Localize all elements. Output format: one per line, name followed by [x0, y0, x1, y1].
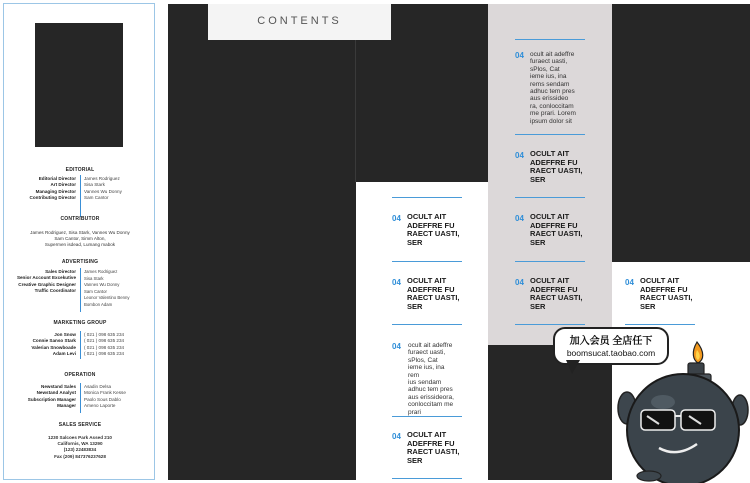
body-line: aus erissideo	[530, 95, 569, 103]
name: Sam Cantor	[84, 288, 107, 294]
role: Manager	[57, 403, 76, 409]
advertising-roles	[8, 269, 76, 295]
heading-line: OCULT AIT	[407, 212, 447, 221]
body-line: rems sendam	[530, 80, 570, 88]
role: Sales Director	[45, 269, 76, 274]
name: Sisa Stark	[84, 275, 104, 281]
body-line: aus erissideora,	[408, 393, 454, 401]
body-line: furaect uasti,	[408, 349, 446, 357]
editorial-title: EDITORIAL	[65, 167, 95, 173]
sales-title: SALES SERVICE	[58, 422, 102, 428]
body-line: adhuc tem pres	[530, 88, 575, 96]
body-line: rem	[408, 371, 420, 379]
role: Jon Snow	[54, 332, 76, 337]
entry-number: 04	[392, 432, 401, 441]
heading-line: OCULT AIT	[530, 276, 570, 285]
heading-line: OCULT AIT	[407, 276, 447, 285]
body-line: ocult ait adeffre	[408, 342, 453, 349]
body-line: me prari. Lorem	[530, 110, 576, 118]
marketing-roles	[10, 332, 76, 358]
heading-line: ADEFFRE FU	[530, 157, 578, 167]
advertising-names	[84, 269, 152, 309]
entry-number: 04	[515, 51, 524, 60]
address-line: 1230 Salcoes Park Assed 210	[48, 435, 112, 440]
sales-address	[8, 435, 152, 460]
contents-title: CONTENTS	[257, 15, 342, 27]
name: Bombon Adam	[84, 301, 113, 307]
name: Sam Cantor	[84, 195, 109, 201]
heading-line: RAECT UASTI,	[530, 229, 583, 239]
dark-panel-bottom	[488, 345, 612, 480]
phone: ( 021 ) 098 635 234	[84, 332, 125, 337]
heading-line: SER	[407, 237, 423, 247]
entry-number: 04	[515, 278, 524, 287]
marketing-title: MARKETING GROUP	[53, 320, 107, 326]
address-line: (123) 22483834	[63, 447, 97, 453]
heading-line: SER	[407, 455, 423, 465]
body-line: ius sendam	[408, 379, 442, 387]
address-line: Fax (209) 847376237628	[54, 453, 106, 459]
role: Connie Sanso Stark	[32, 338, 76, 344]
separator	[515, 324, 585, 325]
divider	[80, 268, 81, 312]
promo-bubble-tail	[566, 360, 580, 374]
heading-line: RAECT UASTI,	[407, 229, 460, 239]
bomb-mascot-icon	[615, 330, 750, 483]
entry-body[interactable]	[408, 342, 454, 416]
contributor-title: CONTRIBUTOR	[60, 216, 100, 222]
heading-line: ADEFFRE FU	[407, 438, 455, 448]
promo-url[interactable]: boomsucat.taobao.com	[566, 348, 656, 358]
heading-line: RAECT UASTI,	[530, 293, 583, 303]
heading-line: OCULT AIT	[530, 212, 570, 221]
body-line: ra, conloccitam	[530, 102, 574, 110]
separator	[392, 416, 462, 417]
dark-panel-left	[168, 4, 356, 480]
bomb-mascot-svg	[615, 330, 750, 483]
entry-heading[interactable]	[530, 150, 583, 184]
advertising-title: ADVERTISING	[61, 259, 99, 265]
role: Adam Levi	[52, 351, 76, 357]
body-line: ieme ius, ina	[408, 364, 445, 372]
contributor-line: Sam Cantor, Simm Alton,	[54, 236, 106, 242]
heading-line: OCULT AIT	[640, 276, 680, 285]
heading-line: RAECT UASTI,	[407, 293, 460, 303]
separator	[392, 478, 462, 479]
heading-line: ADEFFRE FU	[407, 284, 455, 294]
promo-line1: 加入会员 全店任下	[569, 336, 653, 347]
entry-number: 04	[515, 214, 524, 223]
body-line: conloccitam me	[408, 401, 454, 409]
entry-body[interactable]	[530, 51, 576, 125]
entry-heading[interactable]	[407, 213, 460, 247]
entry-number: 04	[392, 278, 401, 287]
separator	[515, 261, 585, 262]
phone: ( 021 ) 098 635 234	[84, 338, 125, 344]
heading-line: ADEFFRE FU	[530, 220, 578, 230]
heading-line: OCULT AIT	[407, 430, 447, 439]
body-line: ipsum dolor sit	[530, 117, 572, 125]
masthead-photo	[35, 23, 123, 147]
name: Asadin Delsa	[84, 384, 112, 389]
entry-number: 04	[515, 151, 524, 160]
contributor-line: Supermen isdead, Lumang mabok	[44, 242, 116, 248]
heading-line: ADEFFRE FU	[640, 284, 688, 294]
body-line: sPlos, Cat	[530, 65, 560, 73]
masthead-page	[3, 3, 155, 480]
divider	[80, 331, 81, 359]
editorial-roles	[10, 176, 76, 202]
divider	[80, 383, 81, 413]
role: Subscription Manager	[27, 396, 76, 402]
role: Art Director	[50, 182, 76, 188]
operation-names	[84, 384, 152, 410]
heading-line: RAECT UASTI,	[640, 293, 693, 303]
role: Newstand Sales	[41, 384, 76, 389]
heading-line: ADEFFRE FU	[530, 284, 578, 294]
body-line: adhuc tem pres	[408, 386, 453, 394]
name: Leonor Valentino Benny	[84, 295, 130, 301]
operation-title: OPERATION	[64, 372, 96, 378]
role: Managing Director	[35, 188, 76, 194]
name: Paolo Sous Dablo	[84, 396, 121, 402]
heading-line: SER	[530, 174, 546, 184]
name: Vannes Wu Donny	[84, 188, 122, 194]
heading-line: ADEFFRE FU	[407, 220, 455, 230]
entry-number: 04	[625, 278, 634, 287]
role: Creative Graphic Designer	[18, 281, 76, 287]
body-line: prari	[408, 408, 422, 416]
dark-panel-right	[612, 4, 750, 262]
entry-heading[interactable]	[530, 277, 583, 311]
separator	[515, 197, 585, 198]
heading-line: RAECT UASTI,	[407, 447, 460, 457]
body-line: sPlos, Cat	[408, 356, 438, 364]
role: Contributing Director	[29, 195, 76, 201]
heading-line: SER	[407, 301, 423, 311]
phone: ( 021 ) 098 635 234	[84, 344, 125, 350]
operation-roles	[10, 384, 76, 410]
separator	[515, 134, 585, 135]
heading-line: RAECT UASTI,	[530, 166, 583, 176]
name: Ameno Laporte	[84, 403, 116, 409]
role: Traffic Coordinator	[34, 288, 76, 294]
entry-heading[interactable]	[640, 277, 693, 311]
separator	[392, 197, 462, 198]
heading-line: OCULT AIT	[530, 149, 570, 158]
contributor-line: James Rodriguez, Sisa Stark, Vannes Wu Donny	[30, 230, 130, 235]
separator	[392, 261, 462, 262]
contributor-list	[8, 230, 152, 249]
address-line: Californis, WA 13290	[57, 441, 103, 447]
body-line: ocult ait adeffre	[530, 51, 575, 58]
entry-heading[interactable]	[407, 431, 460, 465]
heading-line: SER	[530, 237, 546, 247]
name: James Rodriguez	[84, 176, 120, 181]
separator	[625, 324, 695, 325]
name: James Rodriguez	[84, 269, 118, 274]
name: Vannes Wu Donny	[84, 282, 120, 288]
name: Sisa Stark	[84, 182, 105, 188]
role: Senior Account Excekutive	[16, 275, 76, 281]
heading-line: SER	[640, 301, 656, 311]
heading-line: SER	[530, 301, 546, 311]
marketing-phones	[84, 332, 152, 358]
body-line: furaect uasti,	[530, 58, 568, 66]
name: Monica Frank Kesse	[84, 390, 126, 396]
role: Newstand Analyst	[36, 390, 76, 396]
separator	[392, 324, 462, 325]
entry-heading[interactable]	[530, 213, 583, 247]
entry-heading[interactable]	[407, 277, 460, 311]
separator	[515, 39, 585, 40]
entry-number: 04	[392, 342, 401, 351]
editorial-names	[84, 176, 150, 202]
entry-number: 04	[392, 214, 401, 223]
role: Editorial Director	[38, 176, 76, 181]
role: Valerian Snowboade	[31, 344, 76, 350]
divider	[80, 175, 81, 217]
phone: ( 021 ) 098 635 234	[84, 351, 125, 357]
body-line: ieme ius, ina	[530, 73, 567, 81]
